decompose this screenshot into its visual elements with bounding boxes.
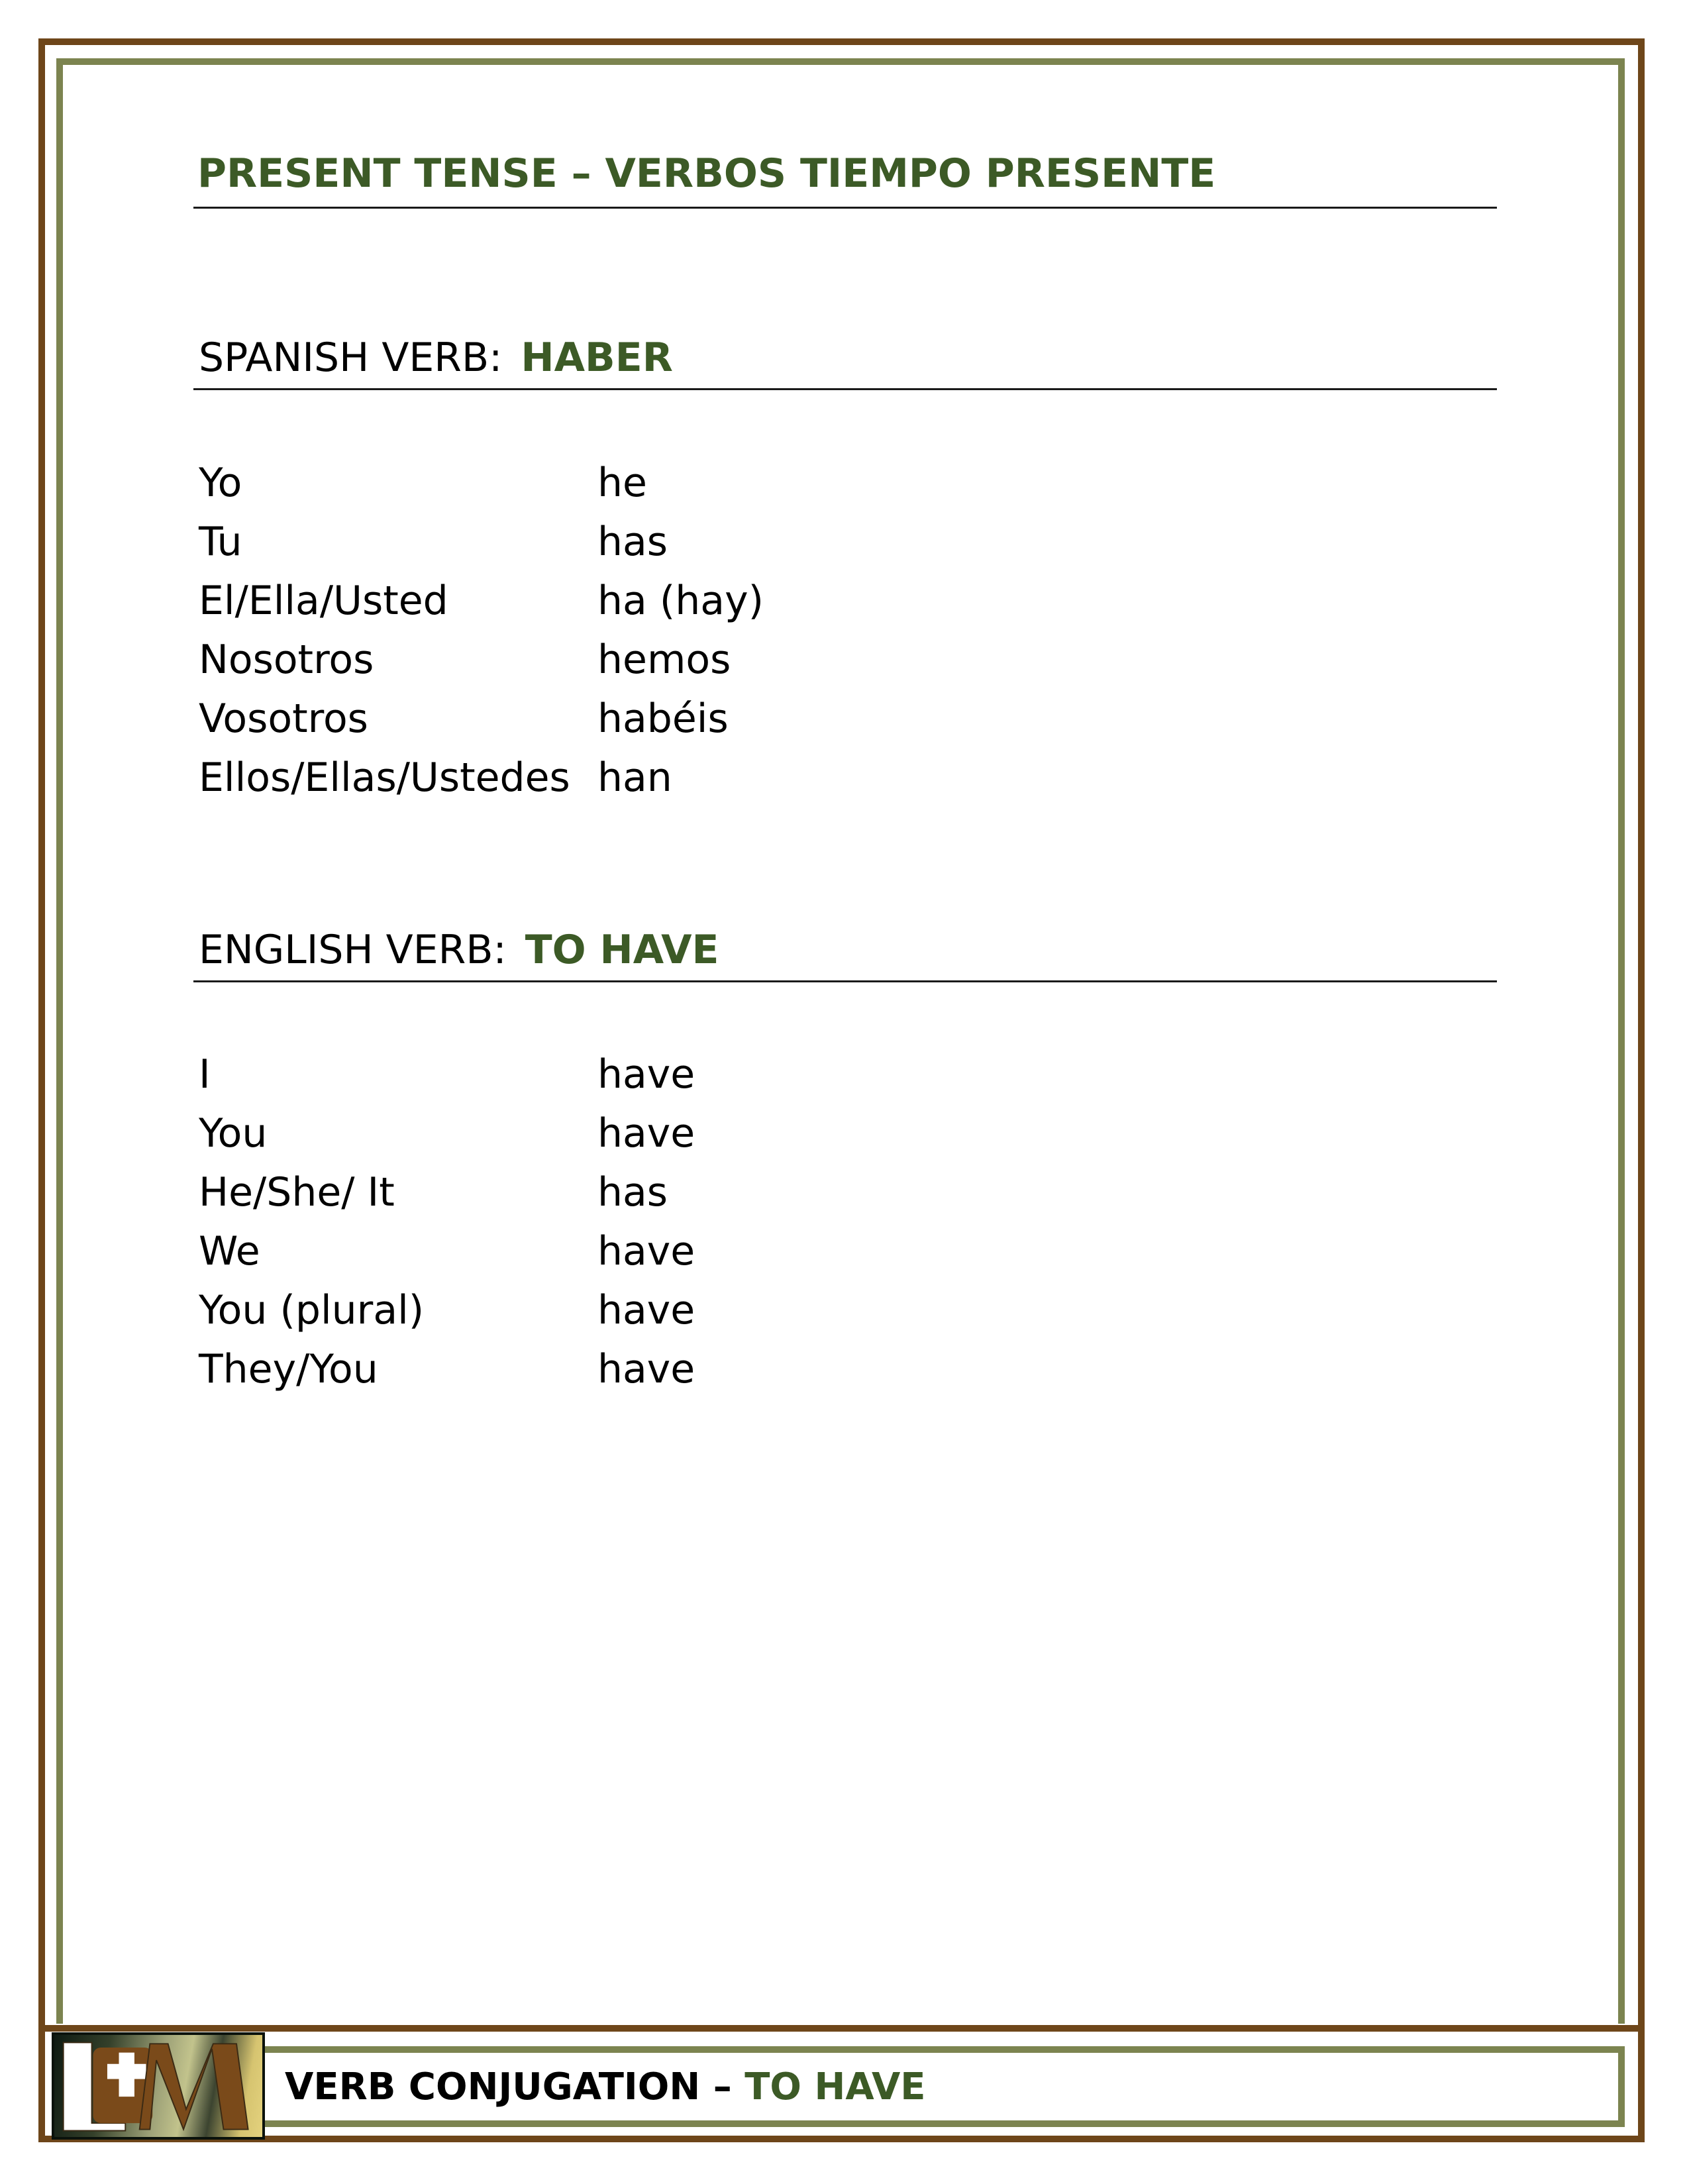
footer-title-accent: TO HAVE [744,2065,926,2108]
footer-divider [38,2025,1645,2032]
pronoun: They/You [199,1346,378,1392]
page-title: PRESENT TENSE – VERBOS TIEMPO PRESENTE [197,150,1216,197]
pronoun: El/Ella/Usted [199,578,448,624]
verb-form: has [597,1169,668,1216]
pronoun: You [199,1110,268,1157]
lm-logo-icon [54,2035,262,2137]
verb-form: have [597,1051,695,1098]
table-row [199,572,764,631]
table-row [199,1340,695,1399]
verb-form: have [597,1110,695,1157]
english-verb-heading [199,927,719,973]
pronoun: Vosotros [199,696,368,742]
spanish-conjugation-table [199,454,764,807]
spanish-verb-name: HABER [521,335,673,381]
title-underline [193,207,1497,209]
pronoun: You (plural) [199,1287,425,1333]
table-row [199,749,764,807]
table-row [199,1104,695,1163]
pronoun: He/She/ It [199,1169,395,1216]
pronoun: I [199,1051,211,1098]
verb-form: has [597,519,668,565]
english-verb-label: ENGLISH VERB: [199,927,507,973]
table-row [199,1281,695,1340]
verb-form: he [597,460,647,506]
table-row [199,1163,695,1222]
lm-logo [52,2032,265,2140]
spanish-verb-label: SPANISH VERB: [199,335,503,381]
verb-form: habéis [597,696,729,742]
table-row [199,1045,695,1104]
spanish-heading-underline [193,388,1497,390]
english-conjugation-table [199,1045,695,1399]
verb-form: have [597,1287,695,1333]
table-row [199,513,764,572]
table-row [199,690,764,749]
footer-title-prefix: VERB CONJUGATION – [285,2065,732,2108]
english-heading-underline [193,980,1497,982]
english-verb-name: TO HAVE [525,927,719,973]
verb-form: hemos [597,637,731,683]
pronoun: Ellos/Ellas/Ustedes [199,754,570,801]
footer-title [285,2065,926,2108]
verb-form: han [597,754,672,801]
verb-form: have [597,1346,695,1392]
pronoun: Nosotros [199,637,374,683]
table-row [199,1222,695,1281]
verb-form: have [597,1228,695,1274]
table-row [199,454,764,513]
pronoun: Tu [199,519,242,565]
spanish-verb-heading [199,335,673,381]
table-row [199,631,764,690]
pronoun: Yo [199,460,242,506]
pronoun: We [199,1228,260,1274]
verb-form: ha (hay) [597,578,764,624]
